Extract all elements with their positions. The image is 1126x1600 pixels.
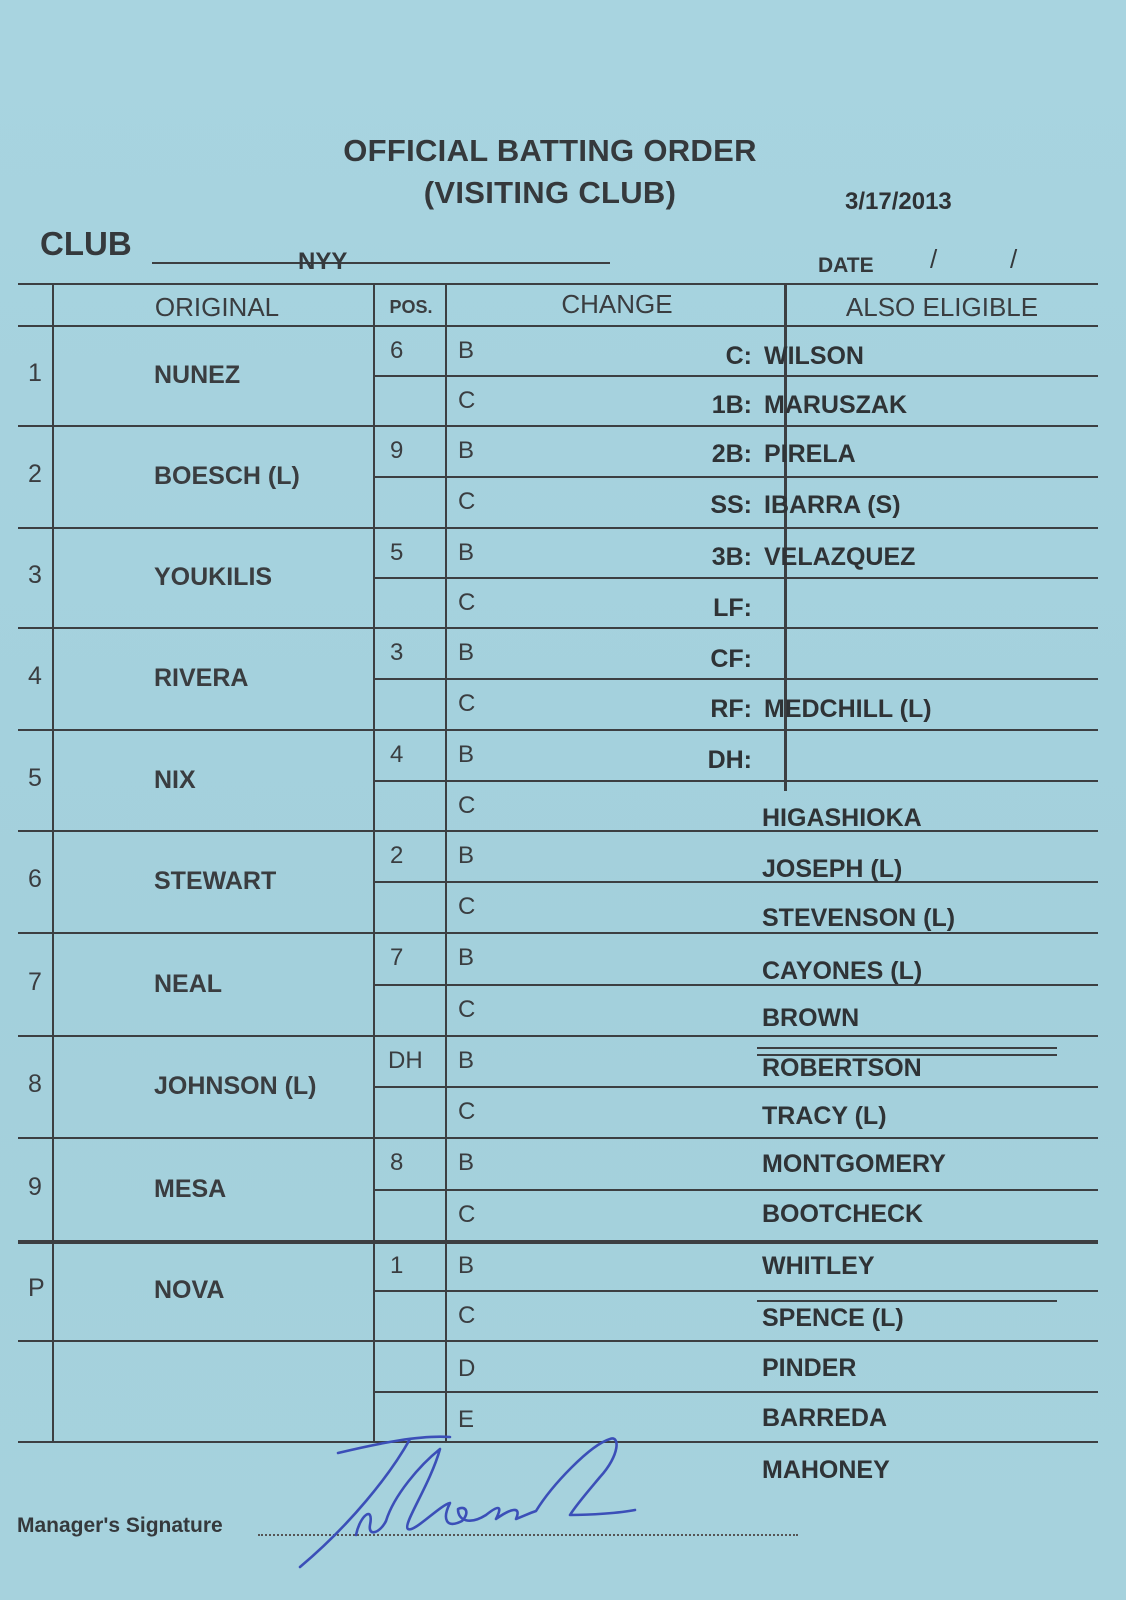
half-row-divider <box>375 678 1098 680</box>
half-row-divider <box>375 1189 1098 1191</box>
eligible-position-player: IBARRA (S) <box>764 491 901 519</box>
eligible-position-label: 2B: <box>711 440 752 468</box>
column-header-pos: POS. <box>389 297 433 317</box>
lineup-slot-number: 4 <box>28 662 42 690</box>
half-row-divider <box>375 1290 1098 1292</box>
lineup-slot-number: 2 <box>28 460 42 488</box>
lineup-slot-number: 3 <box>28 561 42 589</box>
lineup-position: 4 <box>390 741 404 768</box>
eligible-position-label: C: <box>725 342 752 370</box>
lineup-player-name: NOVA <box>154 1276 225 1304</box>
eligible-pitcher-name: MAHONEY <box>762 1456 890 1484</box>
change-b-label: B <box>458 1047 475 1074</box>
lineup-position: 9 <box>390 437 404 464</box>
club-underline <box>152 262 610 264</box>
lineup-position: 6 <box>390 337 404 364</box>
change-e-label: E <box>458 1406 475 1433</box>
change-b-label: B <box>458 842 475 869</box>
column-header-also-eligible: ALSO ELIGIBLE <box>845 292 1039 322</box>
lineup-player-name: RIVERA <box>154 664 249 692</box>
date-label: DATE <box>818 254 874 277</box>
lineup-position: 3 <box>390 639 404 666</box>
signature-label: Manager's Signature <box>17 1514 223 1537</box>
lineup-slot-number: 8 <box>28 1070 42 1098</box>
eligible-position-player: MARUSZAK <box>764 391 908 419</box>
change-c-label: C <box>458 1302 476 1329</box>
change-c-label: C <box>458 792 476 819</box>
eligible-pitcher-name: MONTGOMERY <box>762 1150 946 1178</box>
change-b-label: B <box>458 1252 475 1279</box>
eligible-position-label: SS: <box>710 491 752 519</box>
eligible-position-label: CF: <box>710 645 752 673</box>
change-b-label: B <box>458 741 475 768</box>
change-b-label: B <box>458 639 475 666</box>
club-label: CLUB <box>40 225 132 262</box>
eligible-pitcher-name: JOSEPH (L) <box>762 855 903 883</box>
eligible-position-label: LF: <box>713 594 752 622</box>
typed-date: 3/17/2013 <box>845 188 952 215</box>
row-divider <box>18 1240 1098 1244</box>
card-title-line1: OFFICIAL BATTING ORDER <box>343 133 757 168</box>
eligible-pitcher-name: BROWN <box>762 1004 860 1032</box>
half-row-divider <box>375 1086 1098 1088</box>
col-divider-pos <box>445 283 447 1443</box>
lineup-slot-number: P <box>28 1274 45 1302</box>
change-c-label: C <box>458 488 476 515</box>
lineup-player-name: STEWART <box>154 867 277 895</box>
lineup-player-name: YOUKILIS <box>154 563 273 591</box>
lineup-position: 5 <box>390 539 404 566</box>
half-row-divider <box>375 1391 1098 1393</box>
lineup-slot-number: 7 <box>28 967 42 996</box>
half-row-divider <box>375 577 1098 579</box>
eligible-position-player: PIRELA <box>764 440 856 468</box>
eligible-rule <box>757 1300 1057 1302</box>
change-b-label: B <box>458 944 475 971</box>
lineup-slot-number: 6 <box>28 865 42 893</box>
lineup-slot-number: 1 <box>28 359 42 387</box>
eligible-position-label: DH: <box>707 746 752 774</box>
lineup-player-name: NUNEZ <box>154 361 241 389</box>
change-b-label: B <box>458 539 475 566</box>
eligible-position-label: 3B: <box>711 543 752 571</box>
change-c-label: C <box>458 690 476 717</box>
eligible-position-label: RF: <box>710 695 752 723</box>
row-divider <box>18 1340 1098 1342</box>
lineup-player-name: MESA <box>154 1174 227 1203</box>
half-row-divider <box>375 375 1098 377</box>
change-c-label: C <box>458 1201 476 1228</box>
lineup-position: DH <box>388 1047 423 1074</box>
row-divider <box>18 1035 1098 1037</box>
eligible-position-player: VELAZQUEZ <box>764 543 916 571</box>
row-divider <box>18 527 1098 529</box>
lineup-position: 7 <box>390 944 404 971</box>
change-c-label: C <box>458 996 476 1023</box>
change-c-label: C <box>458 893 476 920</box>
eligible-pitcher-name: SPENCE (L) <box>762 1304 904 1332</box>
eligible-pitcher-name: HIGASHIOKA <box>762 804 922 832</box>
eligible-pitcher-name: WHITLEY <box>762 1252 875 1280</box>
change-c-label: C <box>458 1098 476 1125</box>
eligible-pitcher-name: BOOTCHECK <box>762 1200 924 1228</box>
lineup-player-name: NEAL <box>154 969 223 998</box>
half-row-divider <box>375 881 1098 883</box>
eligible-position-player: MEDCHILL (L) <box>764 695 932 723</box>
half-row-divider <box>375 780 1098 782</box>
eligible-double-rule <box>757 1047 1057 1049</box>
card-title-line2: (VISITING CLUB) <box>423 175 677 210</box>
lineup-slot-number: 5 <box>28 763 42 792</box>
lineup-player-name: BOESCH (L) <box>154 462 300 490</box>
column-header-change: CHANGE <box>561 289 673 319</box>
change-c-label: C <box>458 387 476 414</box>
eligible-pitcher-name: CAYONES (L) <box>762 957 923 985</box>
eligible-pitcher-name: BARREDA <box>762 1404 887 1432</box>
grid-top-line <box>18 283 1098 285</box>
row-divider <box>18 425 1098 427</box>
lineup-position: 1 <box>390 1252 404 1279</box>
eligible-position-label: 1B: <box>711 391 752 419</box>
eligible-position-player: WILSON <box>764 342 864 370</box>
eligible-pitcher-name: ROBERTSON <box>762 1054 922 1082</box>
row-divider <box>18 729 1098 731</box>
manager-signature <box>290 1425 650 1575</box>
col-divider-original <box>373 283 375 1443</box>
lineup-player-name: JOHNSON (L) <box>154 1072 317 1100</box>
eligible-pitcher-name: PINDER <box>762 1354 857 1382</box>
date-slash-2: / <box>1010 244 1018 274</box>
row-divider <box>18 627 1098 629</box>
change-b-label: B <box>458 337 475 364</box>
club-value: NYY <box>298 248 348 275</box>
column-header-original: ORIGINAL <box>154 292 280 322</box>
half-row-divider <box>375 984 1098 986</box>
change-b-label: B <box>458 437 475 464</box>
date-slash-1: / <box>930 244 938 274</box>
lineup-position: 8 <box>390 1149 404 1176</box>
lineup-position: 2 <box>390 842 404 869</box>
lineup-slot-number: 9 <box>28 1172 42 1201</box>
row-divider <box>18 830 1098 832</box>
half-row-divider <box>375 476 1098 478</box>
lineup-player-name: NIX <box>154 765 196 794</box>
eligible-pitcher-name: STEVENSON (L) <box>762 904 956 932</box>
row-divider <box>18 325 1098 327</box>
eligible-pitcher-name: TRACY (L) <box>762 1102 887 1130</box>
change-b-label: B <box>458 1149 475 1176</box>
change-c-label: C <box>458 589 476 616</box>
col-divider-slot <box>52 283 54 1443</box>
row-divider <box>18 1137 1098 1139</box>
change-d-label: D <box>458 1355 476 1382</box>
